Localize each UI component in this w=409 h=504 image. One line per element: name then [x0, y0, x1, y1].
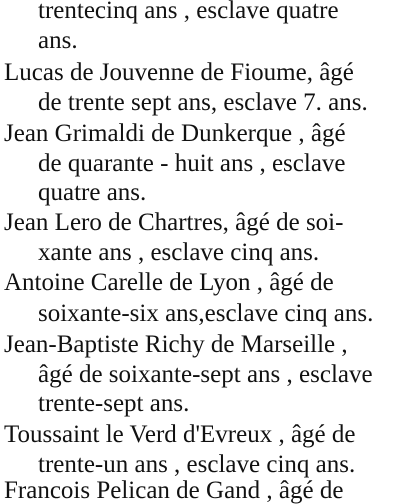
entry-heading-line: Jean Grimaldi de Dunkerque , âgé — [4, 120, 346, 147]
text-line: trente-un ans , esclave cinq ans. — [38, 451, 356, 478]
entry-heading-line: Toussaint le Verd d'Evreux , âgé de — [4, 421, 356, 448]
entry-heading-line: Jean-Baptiste Richy de Marseille , — [4, 331, 348, 358]
text-line: ans. — [38, 27, 78, 54]
entry-heading-line: Lucas de Jouvenne de Fioume, âgé — [4, 59, 354, 86]
text-line: trente-sept ans. — [38, 390, 190, 417]
text-line: de trente sept ans, esclave 7. ans. — [38, 89, 368, 116]
text-line: xante ans , esclave cinq ans. — [38, 239, 320, 266]
text-line: âgé de soixante-sept ans , esclave — [38, 361, 373, 388]
text-line: soixante-six ans,esclave cinq ans. — [38, 300, 374, 327]
text-line: de quarante - huit ans , esclave — [38, 150, 346, 177]
text-line: trentecinq ans , esclave quatre — [38, 0, 339, 24]
entry-heading-line: Francois Pelican de Gand , âgé de — [4, 477, 344, 504]
entry-heading-line: Antoine Carelle de Lyon , âgé de — [4, 269, 334, 296]
entry-heading-line: Jean Lero de Chartres, âgé de soi- — [4, 209, 344, 236]
text-line: quatre ans. — [38, 179, 147, 206]
